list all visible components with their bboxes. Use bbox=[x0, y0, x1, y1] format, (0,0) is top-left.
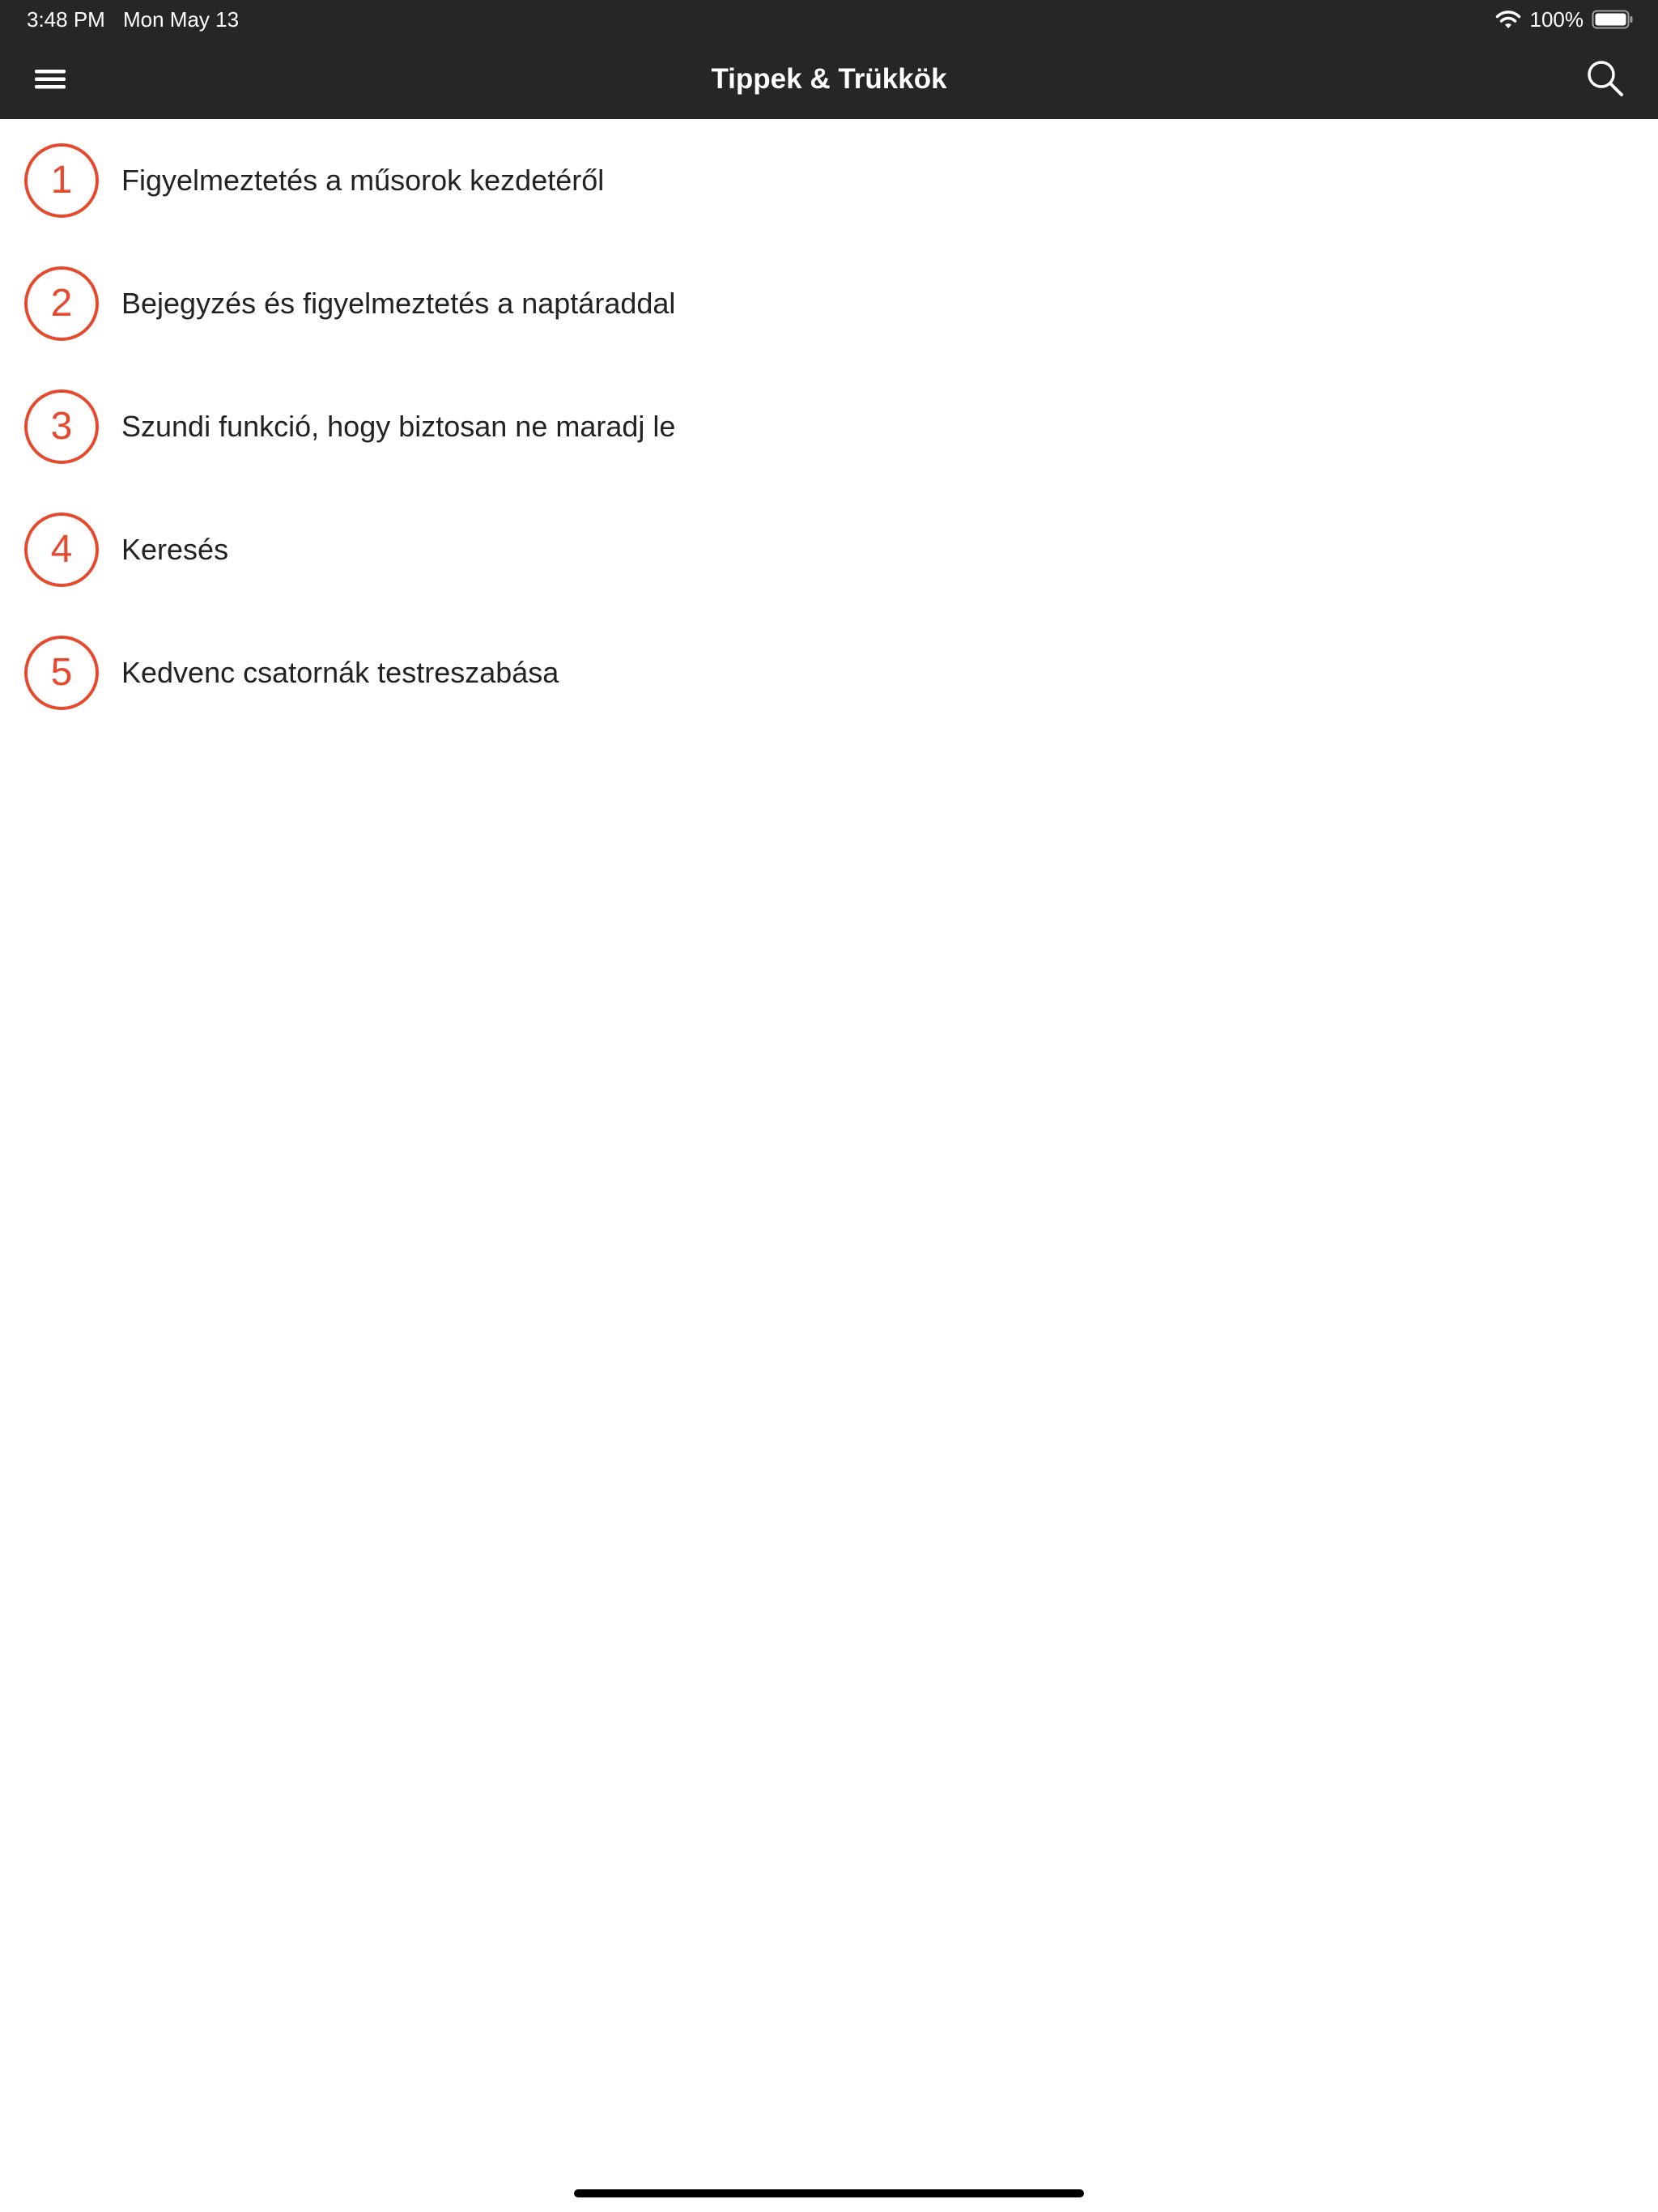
tip-number-badge: 3 bbox=[24, 389, 99, 464]
tip-label: Keresés bbox=[121, 533, 229, 566]
search-icon bbox=[1585, 58, 1626, 99]
tip-label: Kedvenc csatornák testreszabása bbox=[121, 656, 559, 689]
page-title: Tippek & Trükkök bbox=[711, 63, 947, 95]
tip-number-badge: 5 bbox=[24, 636, 99, 710]
list-item-tip-2[interactable] bbox=[0, 242, 1658, 365]
status-time: 3:48 PM bbox=[27, 7, 105, 32]
tip-number-badge: 1 bbox=[24, 143, 99, 218]
list-item-tip-1[interactable] bbox=[0, 119, 1658, 242]
status-bar bbox=[0, 0, 1658, 39]
tip-number-badge: 4 bbox=[24, 513, 99, 587]
status-indicators bbox=[1494, 0, 1635, 39]
list-item-tip-4[interactable] bbox=[0, 488, 1658, 611]
battery-percentage: 100% bbox=[1529, 7, 1584, 32]
list-item-tip-3[interactable] bbox=[0, 365, 1658, 488]
search-button[interactable] bbox=[1585, 58, 1626, 99]
home-indicator[interactable] bbox=[574, 2189, 1084, 2197]
wifi-icon bbox=[1494, 9, 1522, 30]
tip-label: Figyelmeztetés a műsorok kezdetéről bbox=[121, 164, 605, 197]
status-date: Mon May 13 bbox=[123, 7, 240, 32]
tips-list bbox=[0, 119, 1658, 734]
nav-bar bbox=[0, 39, 1658, 119]
tip-number-badge: 2 bbox=[24, 266, 99, 341]
battery-icon bbox=[1592, 9, 1634, 30]
list-item-tip-5[interactable] bbox=[0, 611, 1658, 734]
tip-label: Szundi funkció, hogy biztosan ne maradj le bbox=[121, 410, 676, 443]
tip-label: Bejegyzés és figyelmeztetés a naptáraddal bbox=[121, 287, 676, 320]
